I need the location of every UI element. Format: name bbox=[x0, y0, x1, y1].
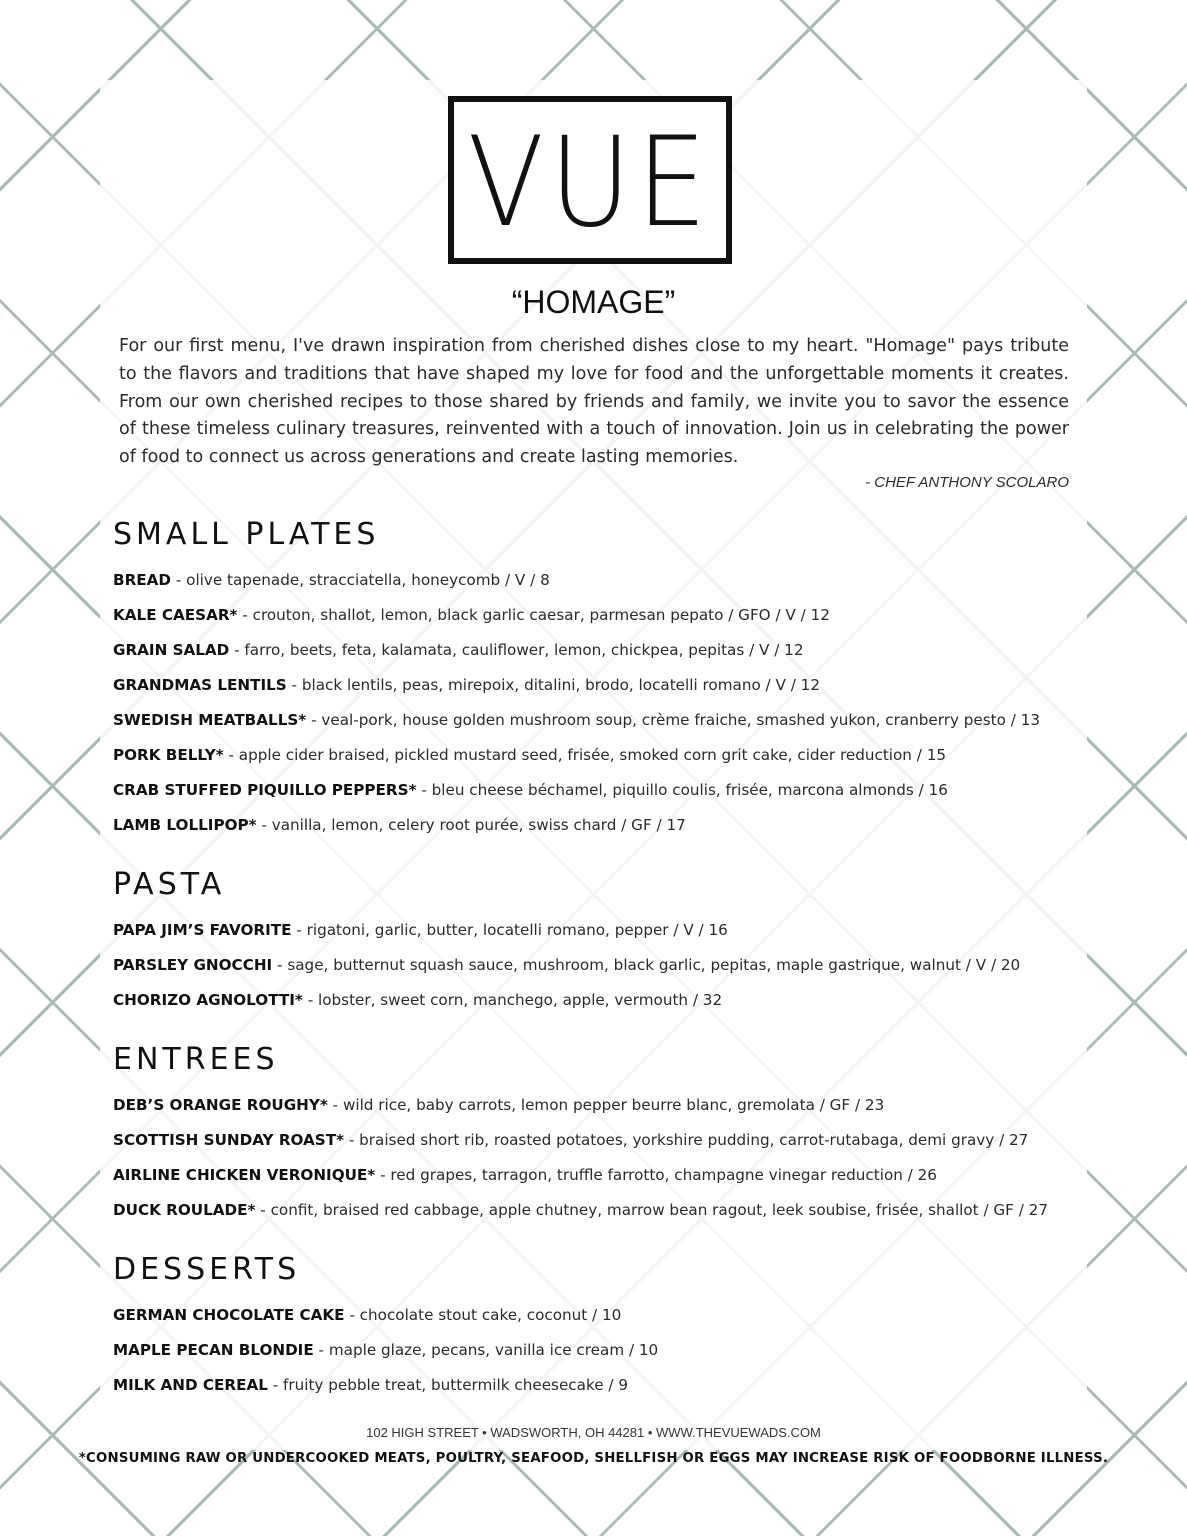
menu-item bbox=[113, 1374, 1093, 1409]
chef-intro-paragraph: For our first menu, I've drawn inspiration from cherished dishes close to my heart. "Homage" pays tribute to the flavors and traditions that have shaped my love for food and the unforgettable moments it creates. From our own cherished recipes to those shared by friends and family, we invite you to savor the essence of these timeless culinary treasures, reinvented with a touch of innovation. Join us in celebrating the power of food to connect us across generations and create lasting memories. bbox=[119, 336, 1069, 468]
item-name: MAPLE PECAN BLONDIE bbox=[113, 1341, 314, 1359]
item-name: GERMAN CHOCOLATE CAKE bbox=[113, 1306, 345, 1324]
item-name: LAMB LOLLIPOP* bbox=[113, 816, 257, 834]
item-description: - bleu cheese béchamel, piquillo coulis, frisée, marcona almonds / 16 bbox=[416, 781, 948, 799]
item-name: DUCK ROULADE* bbox=[113, 1201, 256, 1219]
section-title: DESSERTS bbox=[113, 1252, 301, 1287]
item-description: - rigatoni, garlic, butter, locatelli romano, pepper / V / 16 bbox=[291, 921, 728, 939]
item-name: GRANDMAS LENTILS bbox=[113, 676, 287, 694]
item-name: KALE CAESAR* bbox=[113, 606, 238, 624]
menu-item bbox=[113, 744, 1093, 779]
item-description: - confit, braised red cabbage, apple chutney, marrow bean ragout, leek soubise, frisée, shallot / GF / 27 bbox=[255, 1201, 1049, 1219]
menu-item bbox=[113, 674, 1093, 709]
item-name: AIRLINE CHICKEN VERONIQUE* bbox=[113, 1166, 376, 1184]
section-pasta bbox=[113, 865, 1093, 1024]
item-name: PORK BELLY* bbox=[113, 746, 224, 764]
section-entrees bbox=[113, 1040, 1093, 1234]
item-description: - crouton, shallot, lemon, black garlic caesar, parmesan pepato / GFO / V / 12 bbox=[237, 606, 830, 624]
item-name: PAPA JIM’S FAVORITE bbox=[113, 921, 292, 939]
item-description: - black lentils, peas, mirepoix, ditalini, brodo, locatelli romano / V / 12 bbox=[286, 676, 820, 694]
menu-item bbox=[113, 919, 1093, 954]
item-name: DEB’S ORANGE ROUGHY* bbox=[113, 1096, 328, 1114]
menu-item bbox=[113, 604, 1093, 639]
item-description: - olive tapenade, stracciatella, honeycomb / V / 8 bbox=[171, 571, 550, 589]
menu-item bbox=[113, 639, 1093, 674]
section-desserts bbox=[113, 1250, 1093, 1409]
item-description: - veal-pork, house golden mushroom soup, crème fraiche, smashed yukon, cranberry pesto / 13 bbox=[306, 711, 1041, 729]
item-description: - red grapes, tarragon, truffle farrotto, champagne vinegar reduction / 26 bbox=[375, 1166, 937, 1184]
item-name: GRAIN SALAD bbox=[113, 641, 230, 659]
item-name: SWEDISH MEATBALLS* bbox=[113, 711, 307, 729]
item-name: CRAB STUFFED PIQUILLO PEPPERS* bbox=[113, 781, 417, 799]
chef-signature: - CHEF ANTHONY SCOLARO bbox=[865, 474, 1069, 491]
section-title: ENTREES bbox=[113, 1042, 279, 1077]
item-description: - braised short rib, roasted potatoes, yorkshire pudding, carrot-rutabaga, demi gravy / 27 bbox=[344, 1131, 1029, 1149]
menu-item bbox=[113, 1094, 1093, 1129]
item-description: - lobster, sweet corn, manchego, apple, vermouth / 32 bbox=[302, 991, 723, 1009]
section-title: PASTA bbox=[113, 867, 226, 902]
item-description: - maple glaze, pecans, vanilla ice cream / 10 bbox=[313, 1341, 659, 1359]
item-description: - fruity pebble treat, buttermilk cheesecake / 9 bbox=[267, 1376, 628, 1394]
item-name: MILK AND CEREAL bbox=[113, 1376, 268, 1394]
section-small-plates bbox=[113, 515, 1093, 849]
food-safety-warning: *CONSUMING RAW OR UNDERCOOKED MEATS, POULTRY, SEAFOOD, SHELLFISH OR EGGS MAY INCREASE RISK OF FOODBORNE ILLNESS. bbox=[78, 1451, 1109, 1466]
item-description: - wild rice, baby carrots, lemon pepper beurre blanc, gremolata / GF / 23 bbox=[327, 1096, 885, 1114]
menu-item bbox=[113, 779, 1093, 814]
menu-title: “HOMAGE” bbox=[511, 284, 676, 320]
menu-item bbox=[113, 954, 1093, 989]
item-description: - chocolate stout cake, coconut / 10 bbox=[344, 1306, 622, 1324]
vue-logo bbox=[448, 96, 732, 264]
item-description: - vanilla, lemon, celery root purée, swiss chard / GF / 17 bbox=[256, 816, 686, 834]
section-title: SMALL PLATES bbox=[113, 517, 380, 552]
menu-item bbox=[113, 989, 1093, 1024]
menu-item bbox=[113, 1164, 1093, 1199]
logo-text: VUE bbox=[467, 111, 713, 255]
menu-item bbox=[113, 1199, 1093, 1234]
item-name: CHORIZO AGNOLOTTI* bbox=[113, 991, 303, 1009]
item-name: BREAD bbox=[113, 571, 172, 589]
item-description: - sage, butternut squash sauce, mushroom, black garlic, pepitas, maple gastrique, walnut / V / 20 bbox=[272, 956, 1021, 974]
item-name: SCOTTISH SUNDAY ROAST* bbox=[113, 1131, 345, 1149]
menu-item bbox=[113, 569, 1093, 604]
menu-item bbox=[113, 1304, 1093, 1339]
menu-item bbox=[113, 814, 1093, 849]
item-description: - farro, beets, feta, kalamata, cauliflower, lemon, chickpea, pepitas / V / 12 bbox=[229, 641, 804, 659]
item-name: PARSLEY GNOCCHI bbox=[113, 956, 273, 974]
item-description: - apple cider braised, pickled mustard seed, frisée, smoked corn grit cake, cider reduction / 15 bbox=[223, 746, 947, 764]
menu-item bbox=[113, 709, 1093, 744]
footer-address: 102 HIGH STREET • WADSWORTH, OH 44281 • WWW.THEVUEWADS.COM bbox=[366, 1425, 821, 1440]
menu-item bbox=[113, 1129, 1093, 1164]
menu-item bbox=[113, 1339, 1093, 1374]
